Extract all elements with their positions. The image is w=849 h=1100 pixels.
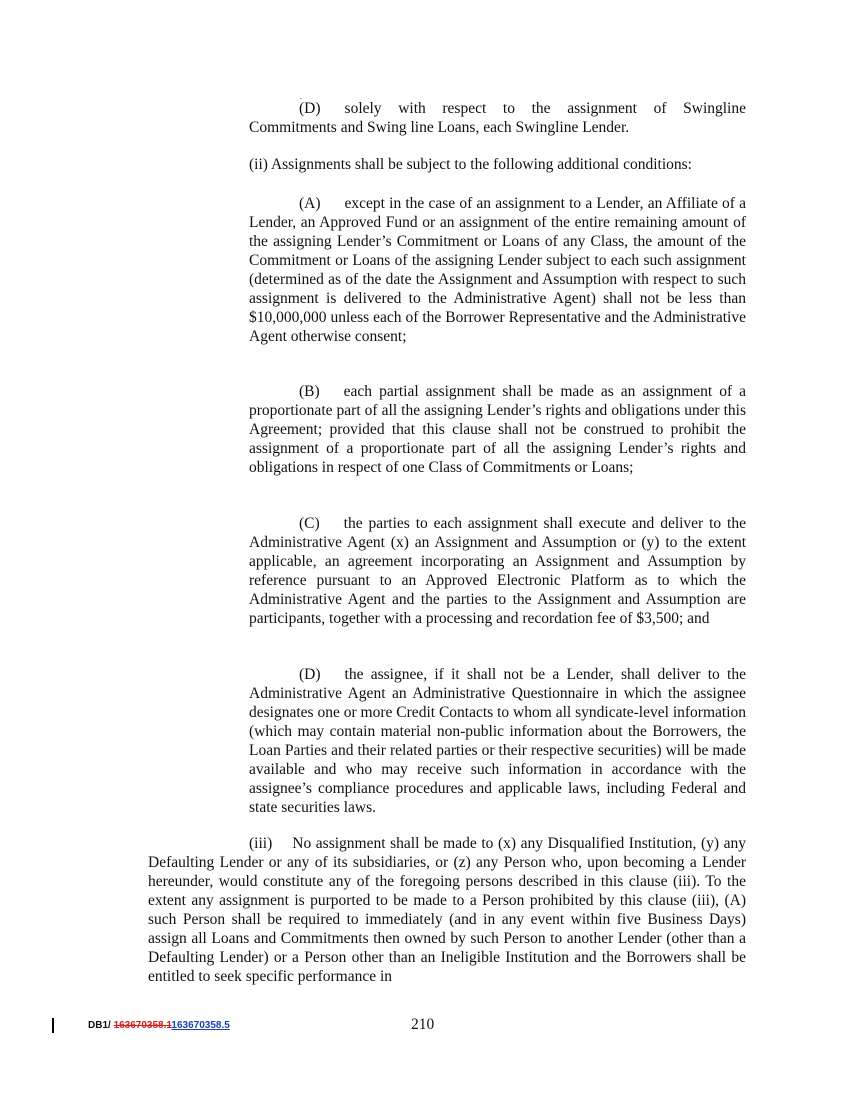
- clause-label: (D): [299, 100, 321, 117]
- clause-text: solely with respect to the assignment of Swingline Commitments and Swing line Loans, each Swingline Lender.: [249, 100, 746, 136]
- document-id-inserted: 163670358.5: [171, 1020, 230, 1031]
- stray-mark: .: [300, 92, 302, 101]
- clause-label: (C): [299, 515, 320, 532]
- paragraph-iii: [148, 834, 746, 986]
- clause-label: (B): [299, 383, 320, 400]
- clause-text: the parties to each assignment shall execute and deliver to the Administrative Agent (x) an Assignment and Assumption or (y) to the extent applicable, an agreement incorporating an Assignment and Assumption by reference pursuant to an Approved Electronic Platform as to which the Administrative Agent and the parties to the Assignment and Assumption are participants, together with a processing and recordation fee of $3,500; and: [249, 515, 746, 627]
- paragraph-ii: [249, 155, 746, 174]
- clause-text: except in the case of an assignment to a Lender, an Affiliate of a Lender, an Approved Fund or an assignment of the entire remaining amount of the assigning Lender’s Commitment or Loans of any Class, the amount of the Commitment or Loans of the assigning Lender subject to each such assignment (determined as of the date the Assignment and Assumption with respect to such assignment is delivered to the Administrative Agent) shall not be less than $10,000,000 unless each of the Borrower Representative and the Administrative Agent otherwise consent;: [249, 195, 746, 345]
- clause-label: (A): [299, 195, 321, 212]
- paragraph-d-assignee: [249, 665, 746, 817]
- paragraph-a: [249, 194, 746, 346]
- paragraph-d-swingline: [249, 99, 746, 137]
- clause-text: the assignee, if it shall not be a Lender, shall deliver to the Administrative Agent an Administrative Questionnaire in which the assignee designates one or more Credit Contacts to whom all syndicate-level information (which may contain material non-public information about the Borrowers, the Loan Parties and their related parties or their respective securities) will be made available and who may receive such information in accordance with the assignee’s compliance procedures and applicable laws, including Federal and state securities laws.: [249, 666, 746, 816]
- clause-text: (ii) Assignments shall be subject to the following additional conditions:: [249, 156, 692, 173]
- clause-label: (D): [299, 666, 321, 683]
- clause-label: (iii): [249, 835, 273, 852]
- paragraph-c: [249, 514, 746, 628]
- document-id-deleted: 163670358.1: [113, 1020, 172, 1031]
- paragraph-b: [249, 382, 746, 477]
- document-id-prefix: DB1/: [88, 1020, 114, 1031]
- change-bar: [52, 1018, 54, 1033]
- page-number: 210: [411, 1016, 435, 1033]
- clause-text: each partial assignment shall be made as an assignment of a proportionate part of all the assigning Lender’s rights and obligations under this Agreement; provided that this clause shall not be construed to prohibit the assignment of a proportionate part of all the assigning Lender’s rights and obligations in respect of one Class of Commitments or Loans;: [249, 383, 746, 476]
- clause-text: No assignment shall be made to (x) any Disqualified Institution, (y) any Defaulting Lender or any of its subsidiaries, or (z) any Person who, upon becoming a Lender hereunder, would constitute any of the foregoing persons described in this clause (iii). To the extent any assignment is purported to be made to a Person prohibited by this clause (iii), (A) such Person shall be required to immediately (and in any event within five Business Days) assign all Loans and Commitments then owned by such Person to another Lender (other than a Defaulting Lender) or a Person other than an Ineligible Institution and the Borrowers shall be entitled to seek specific performance in: [148, 835, 746, 985]
- document-id: [88, 1020, 230, 1032]
